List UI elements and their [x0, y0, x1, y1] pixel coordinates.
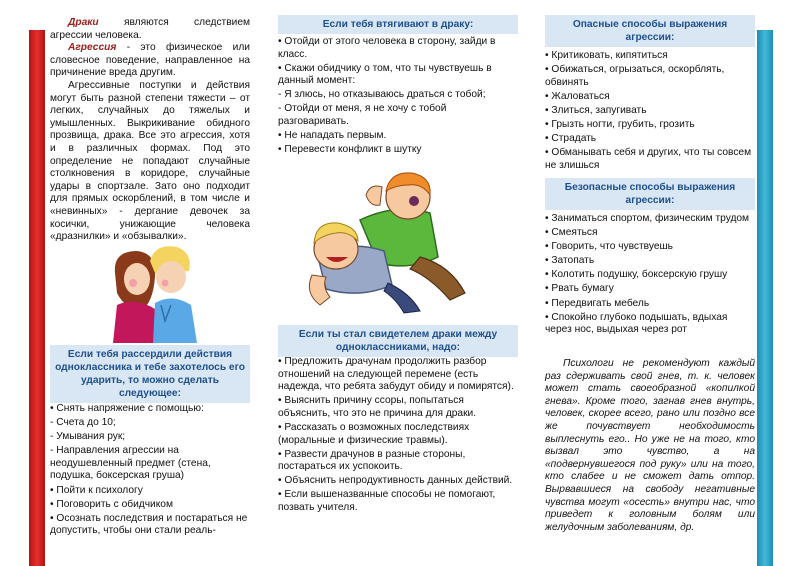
list-item: • Выяснить причину ссоры, попытаться объяснить, что это не причина для драки. [278, 395, 477, 419]
heading-drawn-into-fight: Если тебя втягивают в драку: [278, 15, 518, 34]
blue-pants [384, 283, 420, 313]
term-fights: Драки [68, 17, 99, 28]
list-item: • Скажи обидчику о том, что ты чувствуешь в данный момент: [278, 62, 492, 87]
list-item: • Обижаться, огрызаться, оскорблять, обвинять [545, 64, 725, 88]
heading-dangerous-ways: Опасные способы выражения агрессии: [545, 15, 755, 47]
red-side-stripe [29, 30, 45, 566]
list-safe-ways [545, 213, 755, 338]
list-item: • Спокойно глубоко подышать, вдыхая через нос, выдыхая через рот [545, 311, 728, 336]
list-item: • Грызть ногти, грубить, грозить [545, 118, 695, 130]
list-item: • Перевести конфликт в шутку [278, 144, 422, 156]
list-item: • Снять напряжение с помощью: [50, 403, 204, 414]
paragraph-fights [50, 17, 250, 42]
paragraph-aggression [50, 42, 250, 80]
list-item: • Объяснить непродуктивность данных действий. [278, 475, 513, 487]
list-item: • Поговорить с обидчиком [50, 498, 173, 510]
list-item: • Осознать последствия и постараться не допустить, чтобы они стали реаль- [50, 512, 248, 537]
list-item: - Направления агрессии на неодушевленный предмет (стена, подушка, боксерская груша) [50, 445, 211, 482]
girl-face [124, 263, 150, 295]
boy-cheek [162, 280, 169, 287]
list-if-angry [50, 403, 250, 539]
list-item: - Отойди от меня, я не хочу с тобой разговаривать. [278, 103, 447, 128]
list-item: • Предложить драчунам продолжить разбор отношений на следующей перемене (есть надежда, что ребята забудут обиду и помирятся). [278, 356, 514, 393]
list-drawn-into-fight [278, 36, 518, 158]
list-item: • Критиковать, кипятиться [545, 50, 668, 61]
children-illustration [95, 243, 205, 343]
list-item: • Злиться, запугивать [545, 104, 647, 116]
raised-fist [366, 186, 382, 205]
list-item: • Развести драчунов в разные стороны, постараться их успокоить. [278, 448, 466, 473]
text-aggression: - это физическое или словесное поведение, направленное на причинение вреда другим. [50, 42, 250, 79]
text-fights: являются следствием агрессии человека. [50, 17, 250, 41]
list-item: • Не нападать первым. [278, 130, 387, 142]
term-aggression: Агрессия [68, 42, 117, 54]
list-item: • Пойти к психологу [50, 484, 143, 496]
list-item: - Счета до 10; [50, 417, 116, 429]
list-witness-fight [278, 356, 518, 516]
boy-shirt [153, 298, 197, 343]
girl-cheek [129, 279, 137, 287]
list-item: • Затопать [545, 255, 595, 267]
heading-safe-ways: Безопасные способы выражения агрессии: [545, 178, 755, 210]
list-item: • Колотить подушку, боксерскую грушу [545, 269, 728, 281]
list-item: • Заниматься спортом, физическим трудом [545, 213, 750, 224]
list-item: • Говорить, что чувствуешь [545, 241, 673, 253]
list-item: - Умывания рук; [50, 431, 126, 443]
list-item: • Обманывать себя и других, что ты совсем не злишься [545, 147, 752, 171]
brown-pants [410, 257, 465, 300]
list-item: • Рвать бумагу [545, 283, 614, 295]
list-item: • Отойди от этого человека в сторону, зайди в класс. [278, 36, 496, 60]
blue-side-stripe [757, 30, 773, 566]
list-item: • Рассказать о возможных последствиях (моральные и физические травмы). [278, 421, 470, 446]
girl-dress [113, 302, 159, 343]
list-item: - Я злюсь, но отказываюсь драться с тобой; [278, 89, 486, 101]
black-eye [409, 196, 419, 206]
list-item: • Страдать [545, 133, 597, 145]
list-item: • Если вышеназванные способы не помогают, позвать учителя. [278, 489, 496, 514]
paragraph-aggressive-acts: Агрессивные поступки и действия могут быть разной степени тяжести – от легких, случайных до тяжелых и умышленных. Выкрикивание обидного прозвища, драка. Все это агрессия, хотя и в различных формах. Под это определение не попадают случайные столкновения в коридоре, случайные удары в спортзале. Зато оно подходит для прямых оскорблений, в том числе и «невинных» - дергание девочек за косички, унижающие человека «дразнилки» и «обзывалки». [50, 79, 250, 243]
fighting-boys-illustration [300, 165, 480, 315]
heading-witness-fight: Если ты стал свидетелем драки между одноклассниками, надо: [278, 325, 518, 357]
list-dangerous-ways [545, 50, 755, 174]
list-item: • Передвигать мебель [545, 297, 650, 309]
column-1 [50, 0, 250, 537]
psychologists-quote: Психологи не рекомендуют каждый раз сдерживать свой гнев, т. к. человек может стать своеобразной «копилкой гнева». Кроме того, загнав гнев внутрь, человек, скорее всего, рано или поздно все же почувствует необходимость выплеснуть его.. Но уже не на того, кто вызвал это чувство, а на «подвернувшегося под руку» или на того, кто слабее и не сможет дать отпор. Вырвавшиеся на свободу негативные чувства могут «осесть» внутри нас, что приведет к головным болям или желудочным заболеваниям, др. [545, 358, 755, 533]
boy-face [156, 261, 186, 293]
heading-if-angry: Если тебя рассердили действия одноклассника и тебе захотелось его ударить, то можно сделать следующее: [50, 345, 250, 403]
list-item: • Смеяться [545, 227, 598, 239]
list-item: • Жаловаться [545, 90, 610, 102]
